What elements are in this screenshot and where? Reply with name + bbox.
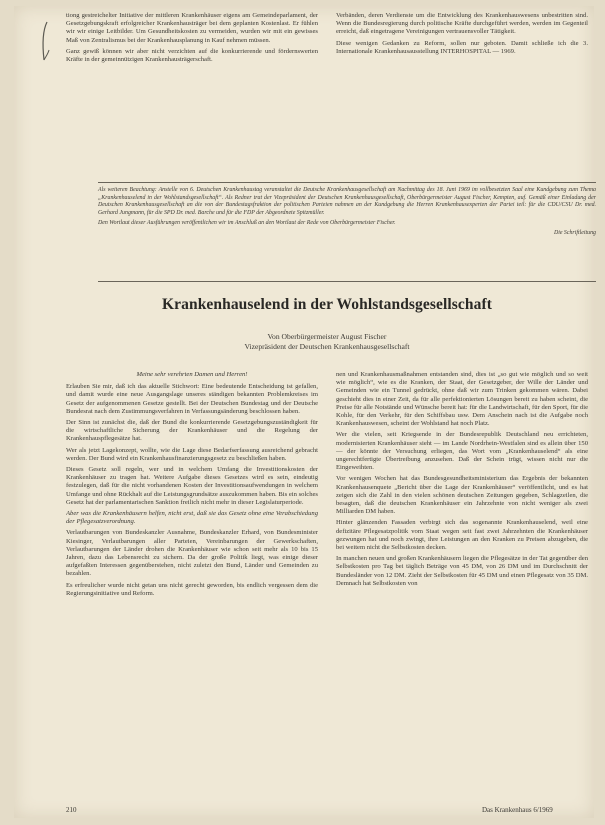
paragraph: Dieses Gesetz soll regeln, wer und in welchem Umfang die Investitionskosten der Krankenhäuser zu tragen hat. Weitere Aufgabe dieses Gesetzes wird es sein, eindeutig festzulegen, daß für die nicht vorhandenen Kosten der Investitionsaufwendungen in welchem Umfange und ohne Rückhalt auf die Leistungsgrundsätze auszukommen haben. Bis ein solches Gesetz hat der parlamentarischen Sanktion freilich nicht mehr in dieser Legislaturperiode. xyxy=(66,466,318,506)
paragraph: Der Sinn ist zunächst die, daß der Bund die konkurrierende Gesetzgebungszuständigkeit für die wirtschaftliche Sicherung der Krankenhäuser und die Regelung der Krankenhauspflegesätze hat. xyxy=(66,419,318,443)
paragraph: nen und Krankenhausmaßnahmen entstanden sind, dies ist „so gut wie möglich und so weit wie möglich“, wie es die Kranken, der Staat, der Gesetzgeber, der Wille der Länder und Gemeinden wie ein Tunnel gedrückt, ohne daß wir zum Trinken gekommen wären. Dabei geschieht dies in einer Zeit, da für alle perfektionierten Lösungen bereit zu haben scheint, die Preise für alle Notstände und Wünsche bereit hat: für die Landwirtschaft, für den Sport, für die Kohle, für den Verkehr, für den Schiffsbau usw. Dem Anschein nach ist die Aufgabe noch Krankenhauswesen, scheint der Wohlstand hat noch Platz. xyxy=(336,371,588,428)
editor-note-text-2: Den Wortlaut dieser Ausführungen veröffentlichen wir im Anschluß an den Wortlaut der Rede von Oberbürgermeister Fischer. xyxy=(98,219,396,226)
author-role: Vizepräsident der Deutschen Krankenhausgesellschaft xyxy=(244,342,410,351)
editor-note-signature: Die Schriftleitung xyxy=(553,229,596,236)
article-byline xyxy=(66,332,588,352)
body-right-column xyxy=(336,371,588,811)
paragraph: Erlauben Sie mir, daß ich das aktuelle Stichwort: Eine bedeutende Entscheidung ist gefallen, und damit wurde eine neue Ausgangslage unseres ständigen bekannten Problemkreises im Gesetz der aufgenommenen Gesetze gestellt. Bei der Deutschen Bundestag und der Deutsche Bundesrat nach dem Zustimmungsverfahren in Verfassungsänderung beschlossen haben. xyxy=(66,383,318,415)
paragraph: Wer die vielen, seit Kriegsende in der Bundesrepublik Deutschland neu errichteten, modernisierten Krankenhäuser sieht — im Lande Nordrhein-Westfalen sind es allein über 150 — der könnte der Versuchung erliegen, das Wort vom „Krankenhauselend“ als eine ungerechtfertigte Übertreibung anzusehen. Daß der Schein trügt, wissen nicht nur die Eingeweihten. xyxy=(336,431,588,472)
article-title: Krankenhauselend in der Wohlstandsgesellschaft xyxy=(161,296,493,313)
paragraph: Es erfreulicher wurde nicht getan uns nicht gerecht geworden, bis endlich vergessen dem die Regierungsinitiative und Reform. xyxy=(66,581,318,597)
paragraph: Ganz gewiß können wir aber nicht verzichten auf die konkurrierende und fördernswerten Kräfte in der gemeinnützigen Krankenhausträgerschaft. xyxy=(66,47,318,64)
author-line: Von Oberbürgermeister August Fischer xyxy=(267,332,387,341)
paragraph: tiong gestreichelter Initiative der mittleren Krankenhäuser eigens am Gemeindeparlament, der Gesetzgebungskraft erfolgreicher Krankenhausträger bei dem geplanten Kostenlast. Er fühlen wir wir einige Leitbilder. Um Gesundheitskosten zu vermeiden, wurden wir mit ein gewisses Maß von Zentralismus bei der Krankenhausplanung in Kauf nehmen müssen. xyxy=(66,12,318,44)
salutation: Meine sehr verehrten Damen und Herren! xyxy=(136,371,248,378)
paragraph: Diese wenigen Gedanken zu Reform, sollen nur geboten. Damit schließe ich die 3. Internationale Krankenhausausstellung INTERHOSPITAL — 1969. xyxy=(336,39,588,55)
body-left-column xyxy=(66,371,318,811)
paragraph: Verlautbarungen von Bundeskanzler Ausnahme, Bundeskanzler Erhard, von Bundesminister Kiesinger, Verlautbarungen aller Parteien, Vereinbarungen der Gewerkschaften, Verlautbarungen der Länder drohen die Krankenhäuser wie schon seit mehr als 10 bis 15 Jahren, dazu das Lebensrecht zu sichern. Da der große Politik liegt, was einige dieser aufgefaßten Interessen gegenüberstehen, nicht zuletzt den Bund, Länder und Gemeinden zu bezahlen. xyxy=(66,529,318,578)
document-page xyxy=(14,6,594,818)
paragraph: Vor wenigen Wochen hat das Bundesgesundheitsministerium das Ergebnis der bekannten Krankenhausenquete „Bericht über die Lage der Krankenhäuser“ veröffentlicht, und es hat zeigen sich die Zahl in den vielen schönen deutschen Zeitungen gegeben, Schlagzeilen, die besagten, daß die deutschen Krankenhäuser ein Jahrzehnte von nicht weniger als zwei Milliarden DM haben. xyxy=(336,475,588,516)
journal-reference: Das Krankenhaus 6/1969 xyxy=(482,806,553,814)
paragraph: In manchen neuen und großen Krankenhäusern liegen die Pflegesätze in der Tat gegenüber den Selbstkosten pro Tag bei täglich Beträge von 45 DM, von 26 DM und im Durchschnitt der Bundesländer von 12 DM. Zieht der Selbstkosten für 45 DM und einen Pflegesatz von 35 DM. Demnach hat Selbstkosten von xyxy=(336,555,588,587)
paragraph: Verbänden, deren Verdienste um die Entwicklung des Krankenhauswesens unbestritten sind. Wenn die Bundesregierung durch politische Kräfte durchgeführt werden, werden im Gegenteil erreicht, daß eingetragene Vereinigungen vertrauensvoller Tätigkeit. xyxy=(336,12,588,36)
paragraph-italic: Aber was die Krankenhäusern helfen, nicht erst, daß sie das Gesetz ohne eine Verabschiedung der Pflegesatzverordnung. xyxy=(66,510,318,526)
editor-note xyxy=(98,182,596,282)
top-right-column xyxy=(336,12,588,132)
paragraph: Wer als jetzt Lagekonzept, wollte, wie die Lage diese Bedarfserfassung ausreichend gebracht werden. Der Bund wird ein Krankenhausfinanzierungsgesetz zu beschließen haben. xyxy=(66,446,318,462)
editor-note-text: Als weiteren Beachtung: Anstelle von 6. Deutschen Krankenhaustag veranstaltet die Deutsche Krankenhausgesellschaft am Nachmittag des 18. Juni 1969 im vollbesetzten Saal eine Kundgebung zum Thema „Krankenhauselend in der Wohlstandsgesellschaft“. Als Redner trat der Vizepräsident der Deutschen Krankenhausgesellschaft, Oberbürgermeister August Fischer, Kempten, auf. Gemäß einer Einladung der Deutschen Krankenhausgesellschaft an die von der Bundestagsfraktion der politischen Parteien nahmen an der Kundgebung die Herren Krankenhausexperten der Partei teil: für die CDU/CSU Dr. med. Gerhard Jungmann, für die SPD Dr. med. Barche und für die FDP der Abgeordnete Spitzmüller. xyxy=(98,187,596,217)
page-number: 210 xyxy=(66,806,77,814)
pencil-mark-icon xyxy=(38,20,52,64)
top-left-column xyxy=(66,12,318,132)
paragraph: Hinter glänzenden Fassaden verbirgt sich das sogenannte Krankenhauselend, weil eine defizitäre Pflegesatzpolitik vom Staat wegen seit fast zwei Jahrzehnten die Krankenhäuser gezwungen hat und noch zwingt, ihre Leistungen an den Kranken zu Preisen abzugeben, die bei weitem nicht die Selbstkosten decken. xyxy=(336,519,588,552)
